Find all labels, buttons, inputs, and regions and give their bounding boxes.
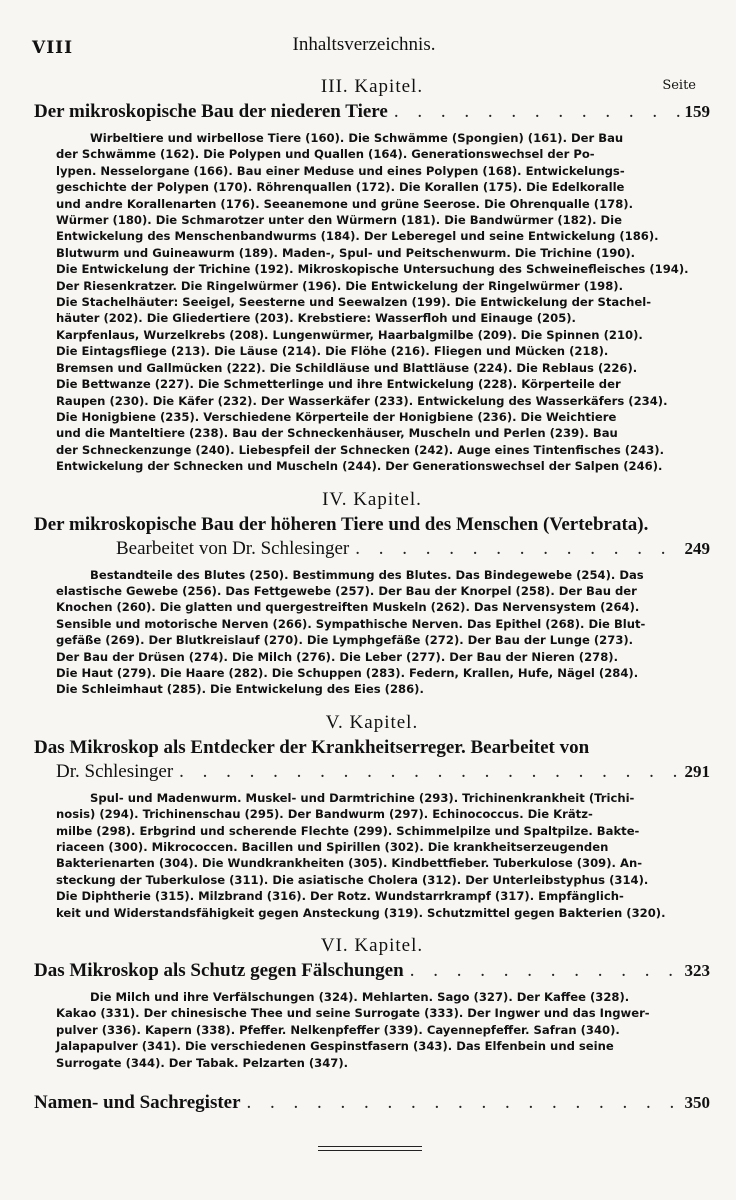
page-number: VIII bbox=[32, 38, 74, 58]
summary-line: der Schwämme (162). Die Polypen und Quallen (164). Generationswechsel der Po- bbox=[56, 147, 595, 162]
entry-title: Das Mikroskop als Entdecker der Krankheitserreger. Bearbeitet von bbox=[34, 736, 590, 758]
entry-page: 291 bbox=[684, 761, 710, 781]
summary-line: Der Bau der Drüsen (274). Die Milch (276). Die Leber (277). Der Bau der Nieren (278). bbox=[56, 649, 619, 664]
summary-line: Die Schleimhaut (285). Die Entwickelung des Eies (286). bbox=[56, 682, 424, 697]
entry-page: 249 bbox=[684, 538, 710, 558]
summary-line: lypen. Nesselorgane (166). Bau einer Meduse und eines Polypen (168). Entwickelungs- bbox=[56, 163, 625, 178]
summary-line: Sensible und motorische Nerven (266). Sympathische Nerven. Das Epithel (268). Die Blut- bbox=[56, 616, 646, 631]
summary-line: Die Bettwanze (227). Die Schmetterlinge und ihre Entwickelung (228). Körperteile der bbox=[56, 377, 621, 392]
entry-title: Der mikroskopische Bau der niederen Tiere bbox=[34, 101, 388, 122]
summary-line: steckung der Tuberkulose (311). Die asiatische Cholera (312). Der Unterleibstyphus (314). bbox=[56, 872, 649, 887]
summary-line: Die Milch und ihre Verfälschungen (324). Mehlarten. Sago (327). Der Kaffee (328). bbox=[90, 990, 630, 1005]
toc-entry[interactable] bbox=[34, 959, 710, 983]
summary-line: milbe (298). Erbgrind und scherende Flechte (299). Schimmelpilze und Spaltpilze. Bakte- bbox=[56, 823, 640, 838]
chapter-summary bbox=[56, 989, 700, 1071]
summary-line: und andre Korallenarten (176). Seeanemone und grüne Seerose. Die Ohrenqualle (178). bbox=[56, 196, 633, 211]
summary-line: Die Eintagsfliege (213). Die Läuse (214). Die Flöhe (216). Fliegen und Mücken (218). bbox=[56, 344, 609, 359]
chapter-summary bbox=[56, 567, 700, 698]
summary-line: Die Honigbiene (235). Verschiedene Körperteile der Honigbiene (236). Die Weichtiere bbox=[56, 409, 617, 424]
leader-dots bbox=[404, 959, 685, 983]
summary-line: Kakao (331). Der chinesische Thee und seine Surrogate (333). Der Ingwer und das Ingwer- bbox=[56, 1006, 650, 1021]
summary-line: nosis) (294). Trichinenschau (295). Der Bandwurm (297). Echinococcus. Die Krätz- bbox=[56, 807, 593, 822]
leader-dots bbox=[241, 1091, 685, 1115]
entry-title: Das Mikroskop als Schutz gegen Fälschungen bbox=[34, 960, 404, 982]
summary-line: Würmer (180). Die Schmarotzer unter den Würmern (181). Die Bandwürmer (182). Die bbox=[56, 213, 623, 228]
summary-line: der Schneckenzunge (240). Liebespfeil der Schnecken (242). Auge eines Tintenfisches (243). bbox=[56, 442, 664, 457]
summary-line: geschichte der Polypen (170). Röhrenquallen (172). Die Korallen (175). Die Edelkoralle bbox=[56, 180, 625, 195]
summary-line: gefäße (269). Der Blutkreislauf (270). Die Lymphgefäße (272). Der Bau der Lunge (273). bbox=[56, 633, 634, 648]
entry-page: 159 bbox=[684, 102, 710, 121]
page-title: Inhaltsverzeichnis. bbox=[292, 34, 436, 55]
summary-line: pulver (336). Kapern (338). Pfeffer. Nelkenpfeffer (339). Cayennepfeffer. Safran (340). bbox=[56, 1022, 620, 1037]
closing-rule bbox=[318, 1146, 422, 1151]
chapter-heading: IV. Kapitel. bbox=[322, 488, 422, 510]
toc-entry[interactable] bbox=[34, 736, 710, 760]
summary-line: und die Manteltiere (238). Bau der Schneckenhäuser, Muscheln und Perlen (239). Bau bbox=[56, 426, 618, 441]
running-head bbox=[32, 34, 696, 60]
summary-line: elastische Gewebe (256). Das Fettgewebe (257). Der Bau der Knorpel (258). Der Bau der bbox=[56, 583, 637, 598]
summary-line: häuter (202). Die Gliedertiere (203). Krebstiere: Wasserfloh und Einauge (205). bbox=[56, 311, 576, 326]
page-column-label: Seite bbox=[662, 78, 696, 93]
summary-line: Die Diphtherie (315). Milzbrand (316). Der Rotz. Wundstarrkrampf (317). Empfänglich- bbox=[56, 889, 624, 904]
summary-line: Spul- und Madenwurm. Muskel- und Darmtrichine (293). Trichinenkrankheit (Trichi- bbox=[90, 790, 635, 805]
summary-line: Die Stachelhäuter: Seeigel, Seesterne und Seewalzen (199). Die Entwickelung der Stachel- bbox=[56, 295, 652, 310]
summary-line: Knochen (260). Die glatten und quergestreiften Muskeln (262). Das Nervensystem (264). bbox=[56, 600, 640, 615]
summary-line: Entwickelung der Schnecken und Muscheln (244). Der Generationswechsel der Salpen (246). bbox=[56, 459, 663, 474]
chapter-heading: V. Kapitel. bbox=[325, 711, 419, 733]
leader-dots bbox=[349, 537, 684, 561]
chapter-heading: VI. Kapitel. bbox=[320, 935, 424, 957]
entry-title: Der mikroskopische Bau der höheren Tiere und des Menschen (Vertebrata). bbox=[34, 513, 649, 535]
entry-page: 323 bbox=[684, 961, 710, 981]
entry-title-continued: Dr. Schlesinger bbox=[56, 760, 174, 782]
summary-line: Bestandteile des Blutes (250). Bestimmung des Blutes. Das Bindegewebe (254). Das bbox=[90, 567, 644, 582]
toc-entry[interactable] bbox=[34, 100, 710, 124]
leader-dots bbox=[388, 100, 685, 124]
entry-title: Namen- und Sachregister bbox=[34, 1092, 241, 1114]
summary-line: Bremsen und Gallmücken (222). Die Schildläuse und Blattläuse (224). Die Reblaus (226). bbox=[56, 360, 638, 375]
summary-line: Blutwurm und Guineawurm (189). Maden-, Spul- und Peitschenwurm. Die Trichine (190). bbox=[56, 245, 636, 260]
summary-line: Surrogate (344). Der Tabak. Pelzarten (347). bbox=[56, 1055, 349, 1070]
summary-line: Entwickelung des Menschenbandwurms (184). Der Leberegel und seine Entwickelung (186). bbox=[56, 229, 659, 244]
chapter-heading: III. Kapitel. bbox=[320, 76, 424, 97]
summary-line: Bakterienarten (304). Die Wundkrankheiten (305). Kindbettfieber. Tuberkulose (309). An- bbox=[56, 856, 643, 871]
summary-line: Karpfenlaus, Wurzelkrebs (208). Lungenwürmer, Haarbalgmilbe (209). Die Spinnen (210). bbox=[56, 327, 643, 342]
toc-entry-continuation[interactable] bbox=[34, 760, 710, 784]
entry-page: 350 bbox=[684, 1093, 710, 1113]
summary-line: Der Riesenkratzer. Die Ringelwürmer (196). Die Entwickelung der Ringelwürmer (198). bbox=[56, 278, 623, 293]
leader-dots bbox=[173, 760, 684, 784]
summary-line: riaceen (300). Mikrococcen. Bacillen und Spirillen (302). Die krankheitserzeugenden bbox=[56, 840, 609, 854]
summary-line: keit und Widerstandsfähigkeit gegen Ansteckung (319). Schutzmittel gegen Bakterien (320). bbox=[56, 905, 666, 920]
toc-entry-continuation[interactable] bbox=[34, 537, 710, 561]
summary-line: Jalapapulver (341). Die verschiedenen Gespinstfasern (343). Das Elfenbein und seine bbox=[56, 1039, 614, 1054]
summary-line: Die Entwickelung der Trichine (192). Mikroskopische Untersuchung des Schweinefleisches (194). bbox=[56, 262, 689, 277]
summary-line: Die Haut (279). Die Haare (282). Die Schuppen (283). Federn, Krallen, Hufe, Nägel (284). bbox=[56, 665, 639, 680]
chapter-summary bbox=[56, 130, 700, 475]
summary-line: Wirbeltiere und wirbellose Tiere (160). Die Schwämme (Spongien) (161). Der Bau bbox=[90, 131, 624, 145]
toc-entry-register[interactable] bbox=[34, 1091, 710, 1115]
toc bbox=[34, 74, 710, 1115]
toc-entry[interactable] bbox=[34, 513, 710, 537]
entry-title-continued: Bearbeitet von Dr. Schlesinger bbox=[116, 537, 350, 559]
chapter-summary bbox=[56, 790, 700, 921]
summary-line: Raupen (230). Die Käfer (232). Der Wasserkäfer (233). Entwickelung des Wasserkäfers (234). bbox=[56, 393, 668, 408]
